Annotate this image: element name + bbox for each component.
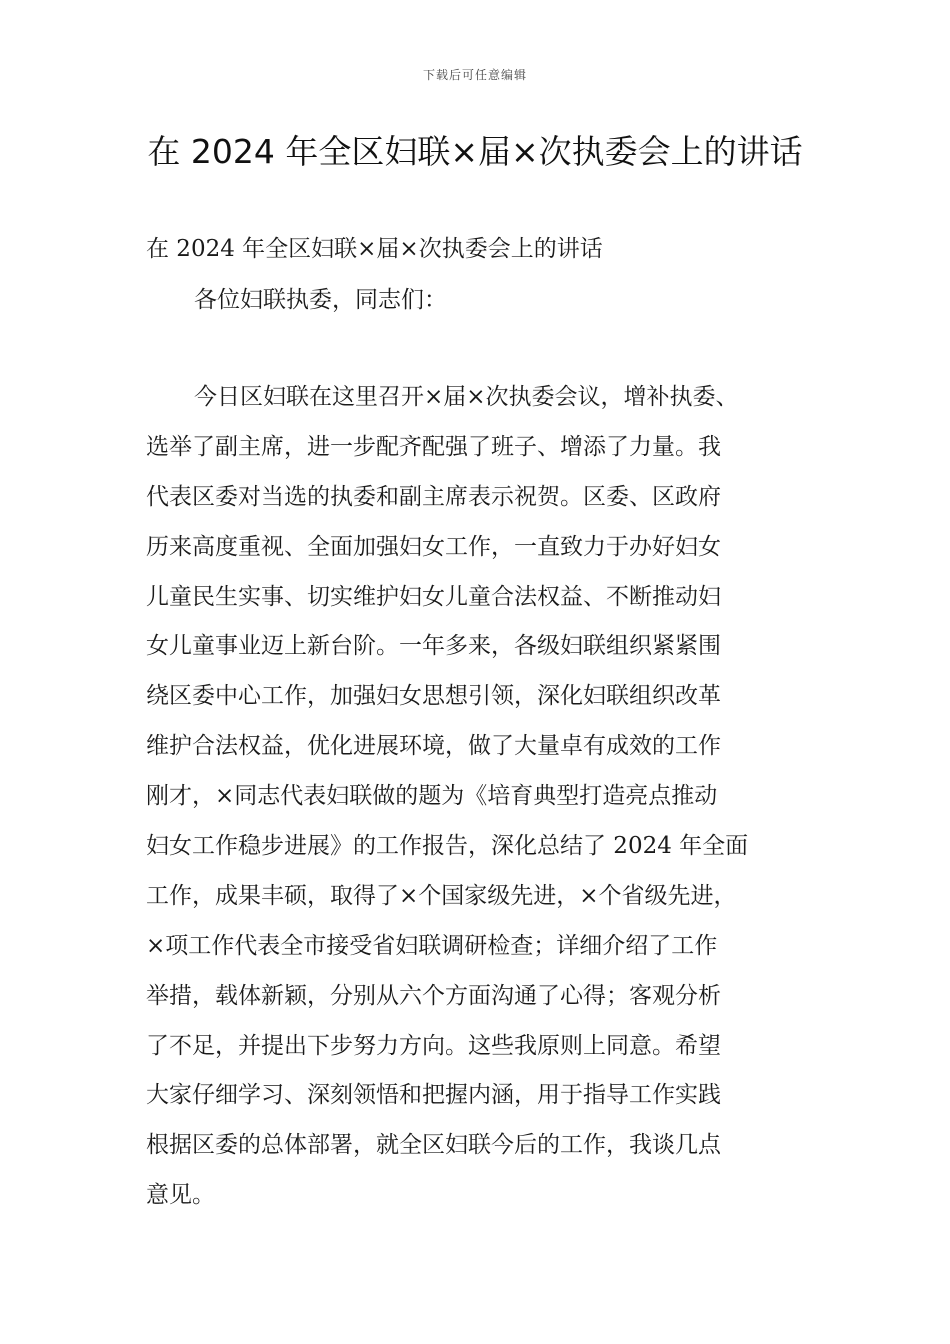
body-line: 绕区委中心工作，加强妇女思想引领，深化妇联组织改革 bbox=[146, 683, 721, 710]
body-line: 女儿童事业迈上新台阶。一年多来，各级妇联组织紧紧围 bbox=[146, 633, 721, 660]
body-line: 维护合法权益，优化进展环境，做了大量卓有成效的工作 bbox=[146, 733, 721, 760]
body-line: 妇女工作稳步进展》的工作报告，深化总结了 2024 年全面 bbox=[146, 833, 749, 860]
body-line: 意见。 bbox=[146, 1182, 215, 1209]
document-subtitle: 在 2024 年全区妇联×届×次执委会上的讲话 bbox=[146, 236, 603, 262]
body-line: 选举了副主席，进一步配齐配强了班子、增添了力量。我 bbox=[146, 433, 721, 460]
body-line: 了不足，并提出下步努力方向。这些我原则上同意。希望 bbox=[146, 1032, 721, 1059]
body-line: 儿童民生实事、切实维护妇女儿童合法权益、不断推动妇 bbox=[146, 583, 721, 610]
body-line: 代表区委对当选的执委和副主席表示祝贺。区委、区政府 bbox=[146, 483, 721, 510]
header-note: 下载后可任意编辑 bbox=[422, 68, 527, 82]
body-line: 刚才，×同志代表妇联做的题为《培育典型打造亮点推动 bbox=[146, 783, 718, 810]
body-line: 举措，载体新颖，分别从六个方面沟通了心得；客观分析 bbox=[146, 982, 721, 1009]
body-line: 大家仔细学习、深刻领悟和把握内涵，用于指导工作实践 bbox=[146, 1082, 721, 1109]
document-title: 在 2024 年全区妇联×届×次执委会上的讲话 bbox=[147, 132, 803, 171]
body-line: ×项工作代表全市接受省妇联调研检查；详细介绍了工作 bbox=[146, 932, 718, 959]
body-line: 工作，成果丰硕，取得了×个国家级先进，×个省级先进， bbox=[146, 882, 737, 909]
body-paragraph bbox=[146, 380, 836, 1228]
body-line: 历来高度重视、全面加强妇女工作，一直致力于办好妇女 bbox=[146, 533, 721, 560]
body-line: 根据区委的总体部署，就全区妇联今后的工作，我谈几点 bbox=[146, 1132, 721, 1159]
body-line: 今日区妇联在这里召开×届×次执委会议，增补执委、 bbox=[194, 384, 739, 410]
salutation: 各位妇联执委，同志们： bbox=[194, 287, 447, 313]
